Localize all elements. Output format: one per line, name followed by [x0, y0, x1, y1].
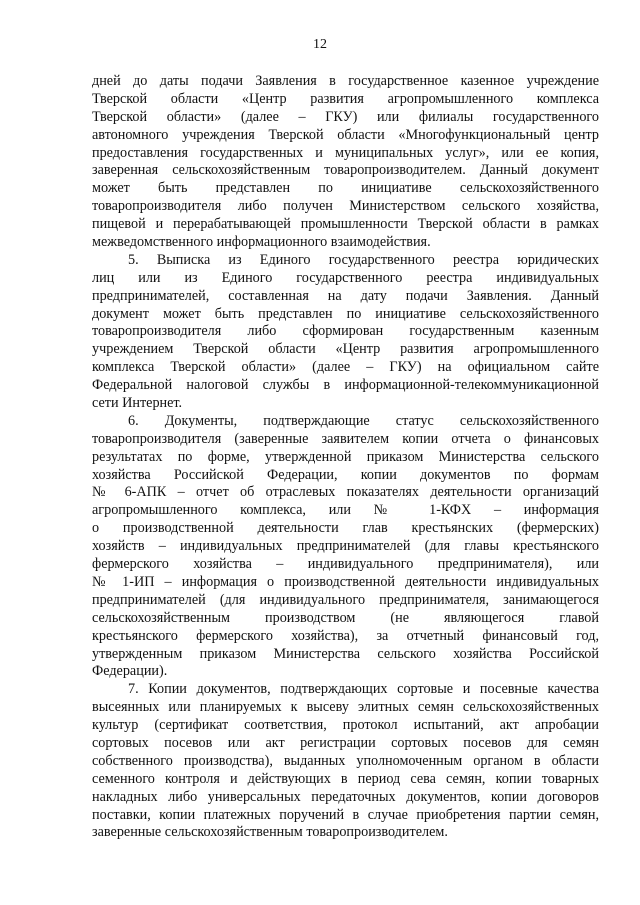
text-line: заверенная сельскохозяйственным товаропроизводителем. Данный документ [92, 162, 599, 179]
text-line: накладных либо универсальных передаточных документов, копии договоров [92, 788, 599, 805]
text-line: утвержденным приказом Министерства сельского хозяйства Российской [92, 645, 599, 662]
text-line: № 6-АПК – отчет об отраслевых показателях деятельности организаций [92, 484, 599, 501]
text-line: может быть представлен по инициативе сельскохозяйственного [92, 180, 599, 197]
text-line: 6. Документы, подтверждающие статус сельскохозяйственного [128, 412, 599, 429]
text-line: Федерации). [92, 663, 168, 680]
text-line: 7. Копии документов, подтверждающих сортовые и посевные качества [128, 681, 599, 698]
text-line: крестьянского фермерского хозяйства), за отчетный финансовый год, [92, 627, 599, 644]
text-line: семенного контроля и действующих в период сева семян, копии товарных [92, 770, 599, 787]
text-line: хозяйств – индивидуальных предпринимателей (для главы крестьянского [92, 538, 599, 555]
document-body [92, 73, 599, 842]
text-line: Тверской области «Центр развития агропромышленного комплекса [92, 90, 599, 107]
text-line: хозяйства Российской Федерации, копии документов по формам [92, 466, 599, 483]
page-number: 12 [313, 37, 327, 52]
text-line: автономного учреждения Тверской области «Многофункциональный центр [92, 126, 599, 143]
text-line: дней до даты подачи Заявления в государственное казенное учреждение [92, 73, 599, 89]
text-line: товаропроизводителя (заверенные заявителем копии отчета о финансовых [92, 430, 599, 447]
text-line: товаропроизводителя либо получен Министерством сельского хозяйства, [92, 198, 599, 215]
text-line: сортовых посевов или акт регистрации сортовых посевов для семян [92, 734, 599, 751]
text-line: межведомственного информационного взаимодействия. [92, 234, 431, 251]
text-line: предпринимателей, составленная на дату подачи Заявления. Данный [92, 287, 599, 304]
text-line: № 1-ИП – информация о производственной деятельности индивидуальных [92, 573, 599, 590]
text-line: культур (сертификат соответствия, протокол испытаний, акт апробации [92, 717, 599, 734]
text-line: о производственной деятельности глав крестьянских (фермерских) [92, 520, 599, 537]
text-line: пищевой и перерабатывающей промышленности Тверской области в рамках [92, 216, 599, 233]
text-line: поставки, копии платежных поручений в случае приобретения партии семян, [92, 806, 599, 823]
text-line: документ может быть представлен по инициативе сельскохозяйственного [92, 305, 599, 322]
text-line: результатах по форме, утвержденной приказом Министерства сельского [92, 448, 599, 465]
text-line: лиц или из Единого государственного реестра индивидуальных [92, 269, 599, 286]
text-line: товаропроизводителя либо сформирован государственным казенным [92, 323, 599, 340]
text-line: сети Интернет. [92, 395, 183, 412]
text-line: Тверской области» (далее – ГКУ) или филиалы государственного [92, 108, 599, 125]
text-line: 5. Выписка из Единого государственного реестра юридических [128, 251, 599, 268]
text-line: фермерского хозяйства – индивидуального предпринимателя), или [92, 556, 599, 573]
text-line: предпринимателей (для индивидуального предпринимателя, занимающегося [92, 591, 599, 608]
text-line: предоставления государственных и муниципальных услуг», или ее копия, [92, 144, 599, 161]
text-line: высеянных или планируемых к высеву элитных семян сельскохозяйственных [92, 699, 599, 716]
text-line: собственного производства), выданных уполномоченным органом в области [92, 752, 599, 769]
text-line: сельскохозяйственным производством (не являющегося главой [92, 609, 599, 626]
text-line: учреждением Тверской области «Центр развития агропромышленного [92, 341, 599, 358]
text-line: заверенные сельскохозяйственным товаропроизводителем. [92, 824, 448, 841]
text-line: Федеральной налоговой службы в информационной-телекоммуникационной [92, 377, 599, 394]
text-line: комплекса Тверской области» (далее – ГКУ) на официальном сайте [92, 359, 599, 376]
text-line: агропромышленного комплекса, или № 1-КФХ – информация [92, 502, 599, 519]
